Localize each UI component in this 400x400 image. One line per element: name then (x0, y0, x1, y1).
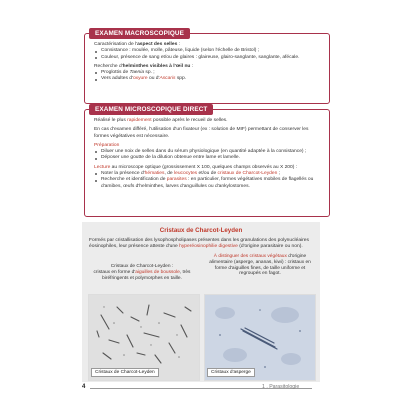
list-item: Proglottis de Taenia sp. ; (94, 70, 322, 76)
charcot-leyden-panel (82, 222, 320, 382)
charcot-leyden-description: Formés par cristallisation des lysophospholipases présentes dans les granulations des polynucléaires éosinophiles, leur présence atteste d'une hyperéosinophilie digestive (d'origine parasitaire ou non). (89, 238, 309, 250)
plant-crystals-legend: À distinguer des cristaux végétaux d'origine alimentaire (asperge, ananas, kiwi) : cristaux en forme d'aiguilles fines, de taille uniforme et regroupés en fagot. (209, 254, 311, 277)
chapter-label: 1 . Parasitologie (262, 384, 300, 390)
list-item: Recherche et identification de parasites : en particulier, formes végétatives mobiles de flagellés ou d'amibes, œufs d'helminthes, larves d'anguillules ou d'ankylostomes. (94, 177, 322, 190)
microscopic-exam-box (84, 106, 330, 217)
plant-crystals-column (206, 254, 314, 277)
lecture-list (94, 171, 322, 190)
charcot-leyden-photo (88, 294, 200, 381)
list-item: Couleur, présence de sang et/ou de glaires : glaireuse, glairo-sanglante, sanglante, afécale. (94, 55, 322, 61)
timing-paragraph: Réalisé le plus rapidement possible après le recueil de selles. (94, 118, 228, 123)
macroscopic-exam-box (84, 30, 330, 104)
charcot-leyden-title: Cristaux de Charcot-Leyden (159, 227, 243, 234)
charcot-leyden-column (88, 264, 196, 281)
macroscopic-exam-header: EXAMEN MACROSCOPIQUE (89, 28, 190, 39)
list-item: Noter la présence d'hématies, de leucocytes et/ou de cristaux de Charcot-Leyden ; (94, 171, 322, 177)
preparation-title: Préparation (94, 142, 120, 148)
helminth-list (94, 70, 322, 83)
microscopic-exam-header: EXAMEN MICROSCOPIQUE DIRECT (89, 104, 213, 115)
list-item: Diluer une noix de selles dans du sérum physiologique (en quantité adaptée à la consistance) ; (94, 149, 322, 155)
asparagus-crystals-photo (204, 294, 316, 381)
aspect-list (94, 48, 322, 61)
list-item: Déposer une goutte de la dilution obtenue entre lame et lamelle. (94, 155, 322, 161)
fixative-paragraph: En cas d'examen différé, l'utilisation d'un fixateur (ex : solution de MIF) permettant de conserver les formes végétatives est nécessaire. (94, 127, 309, 139)
charcot-leyden-caption: Cristaux de Charcot-Leyden (91, 368, 159, 377)
helminth-intro: Recherche d'helminthes visibles à l'œil nu : (94, 63, 194, 69)
list-item: Consistance : moulée, molle, pâteuse, liquide (selon l'échelle de Bristol) ; (94, 48, 322, 54)
page-number: 4 (82, 384, 86, 390)
preparation-list (94, 149, 322, 162)
list-item: Vers adultes d'oxyure ou d'Ascaris spp. (94, 76, 322, 82)
lecture-paragraph: Lecture au microscope optique (grossissement X 100, quelques champs observés au X 200) : (94, 164, 298, 170)
charcot-leyden-legend: Cristaux de Charcot-Leyden : cristaux en forme d'aiguilles de boussole, très biréfringents et polymorphes en taille. (93, 264, 191, 281)
aspect-intro: Caractérisation de l'aspect des selles : (94, 42, 181, 47)
microscopic-exam-content (94, 118, 322, 190)
macroscopic-exam-content (94, 42, 322, 83)
asparagus-caption: Cristaux d'asperge (207, 368, 255, 377)
